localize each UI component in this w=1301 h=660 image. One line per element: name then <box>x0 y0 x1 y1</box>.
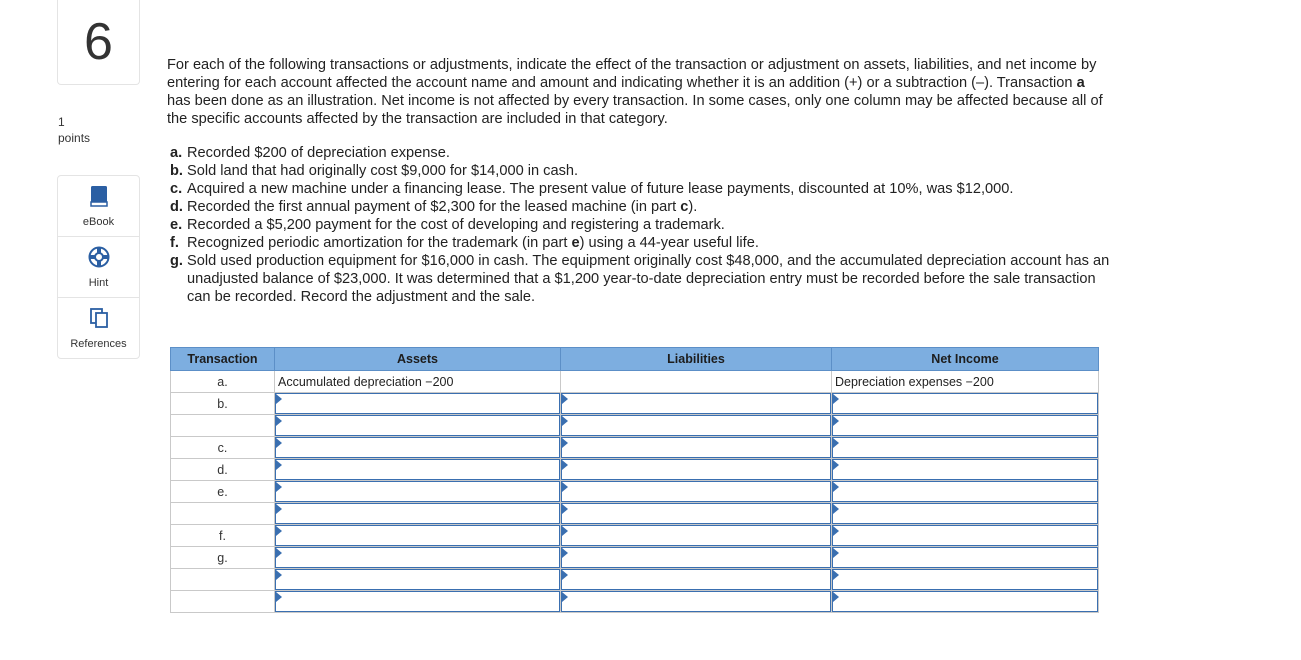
liabilities-input[interactable] <box>561 393 831 414</box>
transaction-label: e. <box>171 481 275 503</box>
assets-input[interactable] <box>275 437 560 458</box>
liabilities-input[interactable] <box>561 415 831 436</box>
net-income-input[interactable] <box>832 591 1098 612</box>
tools-panel <box>57 175 140 359</box>
assets-cell <box>275 569 561 591</box>
references-button[interactable] <box>58 298 139 358</box>
net-income-cell <box>832 481 1099 503</box>
points-value: 1 <box>58 115 65 129</box>
assets-input[interactable] <box>275 459 560 480</box>
transaction-label: g. <box>171 547 275 569</box>
assets-input[interactable] <box>275 393 560 414</box>
table-row <box>171 459 1099 481</box>
liabilities-input[interactable] <box>561 503 831 524</box>
net-income-input[interactable] <box>832 393 1098 414</box>
list-item: a. Recorded $200 of depreciation expense. <box>170 145 450 161</box>
transaction-label <box>171 415 275 437</box>
net-income-cell <box>832 525 1099 547</box>
liabilities-cell <box>561 481 832 503</box>
list-item: b. Sold land that had originally cost $9,000 for $14,000 in cash. <box>170 163 579 179</box>
assets-cell <box>275 393 561 415</box>
liabilities-input[interactable] <box>561 569 831 590</box>
transaction-label: b. <box>171 393 275 415</box>
hint-label: Hint <box>88 276 109 289</box>
liabilities-cell <box>561 591 832 613</box>
transaction-label: c. <box>171 437 275 459</box>
hint-button[interactable] <box>58 237 139 298</box>
table-header-row <box>171 348 1099 371</box>
net-income-input[interactable] <box>832 481 1098 502</box>
liabilities-input[interactable] <box>561 525 831 546</box>
question-number: 6 <box>84 13 113 71</box>
net-income-cell <box>832 459 1099 481</box>
header-assets: Assets <box>275 348 561 371</box>
list-item: d. Recorded the first annual payment of $2,300 for the leased machine (in part c). <box>170 199 698 215</box>
net-income-cell <box>832 591 1099 613</box>
assets-cell <box>275 459 561 481</box>
table-row <box>171 415 1099 437</box>
assets-cell <box>275 415 561 437</box>
table-row <box>171 503 1099 525</box>
liabilities-cell <box>561 415 832 437</box>
liabilities-cell <box>561 547 832 569</box>
table-row <box>171 569 1099 591</box>
transaction-label: f. <box>171 525 275 547</box>
assets-cell <box>275 503 561 525</box>
ebook-button[interactable] <box>58 176 139 237</box>
liabilities-input[interactable] <box>561 481 831 502</box>
assets-cell <box>275 481 561 503</box>
net-income-input[interactable] <box>832 437 1098 458</box>
question-number-box <box>57 0 140 85</box>
transaction-list <box>170 144 1110 306</box>
ebook-label: eBook <box>82 215 115 228</box>
liabilities-input[interactable] <box>561 547 831 568</box>
list-item: g. Sold used production equipment for $16,000 in cash. The equipment originally cost $48,000, and the accumulated depreciation account has an unadjusted balance of $23,000. It was determined that a $1,200 year-to-date depreciation entry must be recorded before the sale transaction can be recorded. Record the adjustment and the sale. <box>170 253 1110 305</box>
net-income-input[interactable] <box>832 547 1098 568</box>
example-net-income: Depreciation expenses −200 <box>832 371 1099 393</box>
instructions-text: For each of the following transactions or adjustments, indicate the effect of the transaction or adjustment on assets, liabilities, and net income by entering for each account affected the account name and amount and indicating whether it is an addition (+) or a subtraction (–). Transaction a has been done as an illustration. Net income is not affected by every transaction. In some cases, only one column may be affected because all of the specific accounts affected by the transaction are included in that category. <box>167 57 1103 127</box>
assets-cell <box>275 525 561 547</box>
references-label: References <box>70 337 127 350</box>
book-icon <box>90 185 108 212</box>
liabilities-input[interactable] <box>561 459 831 480</box>
assets-input[interactable] <box>275 591 560 612</box>
liabilities-cell <box>561 569 832 591</box>
transaction-label: d. <box>171 459 275 481</box>
example-liabilities <box>561 371 832 393</box>
liabilities-input[interactable] <box>561 437 831 458</box>
points-label: points <box>58 131 91 146</box>
assets-input[interactable] <box>275 415 560 436</box>
assets-input[interactable] <box>275 525 560 546</box>
list-item: f. Recognized periodic amortization for the trademark (in part e) using a 44-year useful life. <box>170 235 759 251</box>
net-income-cell <box>832 569 1099 591</box>
liabilities-cell <box>561 393 832 415</box>
liabilities-cell <box>561 459 832 481</box>
points-indicator <box>58 114 90 146</box>
table-row <box>171 481 1099 503</box>
net-income-cell <box>832 437 1099 459</box>
table-row-example <box>171 371 1099 393</box>
net-income-input[interactable] <box>832 525 1098 546</box>
net-income-cell <box>832 503 1099 525</box>
effects-table <box>170 347 1099 613</box>
table-row <box>171 591 1099 613</box>
example-assets: Accumulated depreciation −200 <box>275 371 561 393</box>
table-row <box>171 393 1099 415</box>
net-income-input[interactable] <box>832 459 1098 480</box>
transaction-label <box>171 569 275 591</box>
liabilities-cell <box>561 525 832 547</box>
net-income-cell <box>832 547 1099 569</box>
net-income-input[interactable] <box>832 503 1098 524</box>
liabilities-cell <box>561 437 832 459</box>
assets-cell <box>275 547 561 569</box>
net-income-cell <box>832 415 1099 437</box>
header-liabilities: Liabilities <box>561 348 832 371</box>
list-item: c. Acquired a new machine under a financing lease. The present value of future lease payments, discounted at 10%, was $12,000. <box>170 181 1014 197</box>
lifebuoy-icon <box>88 246 110 273</box>
assets-input[interactable] <box>275 503 560 524</box>
assets-input[interactable] <box>275 481 560 502</box>
table-row <box>171 525 1099 547</box>
assets-input[interactable] <box>275 547 560 568</box>
assets-cell <box>275 591 561 613</box>
table-row <box>171 547 1099 569</box>
transaction-label: a. <box>171 371 275 393</box>
liabilities-input[interactable] <box>561 591 831 612</box>
list-item: e. Recorded a $5,200 payment for the cost of developing and registering a trademark. <box>170 217 725 233</box>
net-income-input[interactable] <box>832 415 1098 436</box>
transaction-label <box>171 503 275 525</box>
net-income-cell <box>832 393 1099 415</box>
header-transaction: Transaction <box>171 348 275 371</box>
assets-cell <box>275 437 561 459</box>
liabilities-cell <box>561 503 832 525</box>
net-income-input[interactable] <box>832 569 1098 590</box>
copy-pages-icon <box>89 307 109 334</box>
assets-input[interactable] <box>275 569 560 590</box>
table-row <box>171 437 1099 459</box>
transaction-label <box>171 591 275 613</box>
header-net-income: Net Income <box>832 348 1099 371</box>
